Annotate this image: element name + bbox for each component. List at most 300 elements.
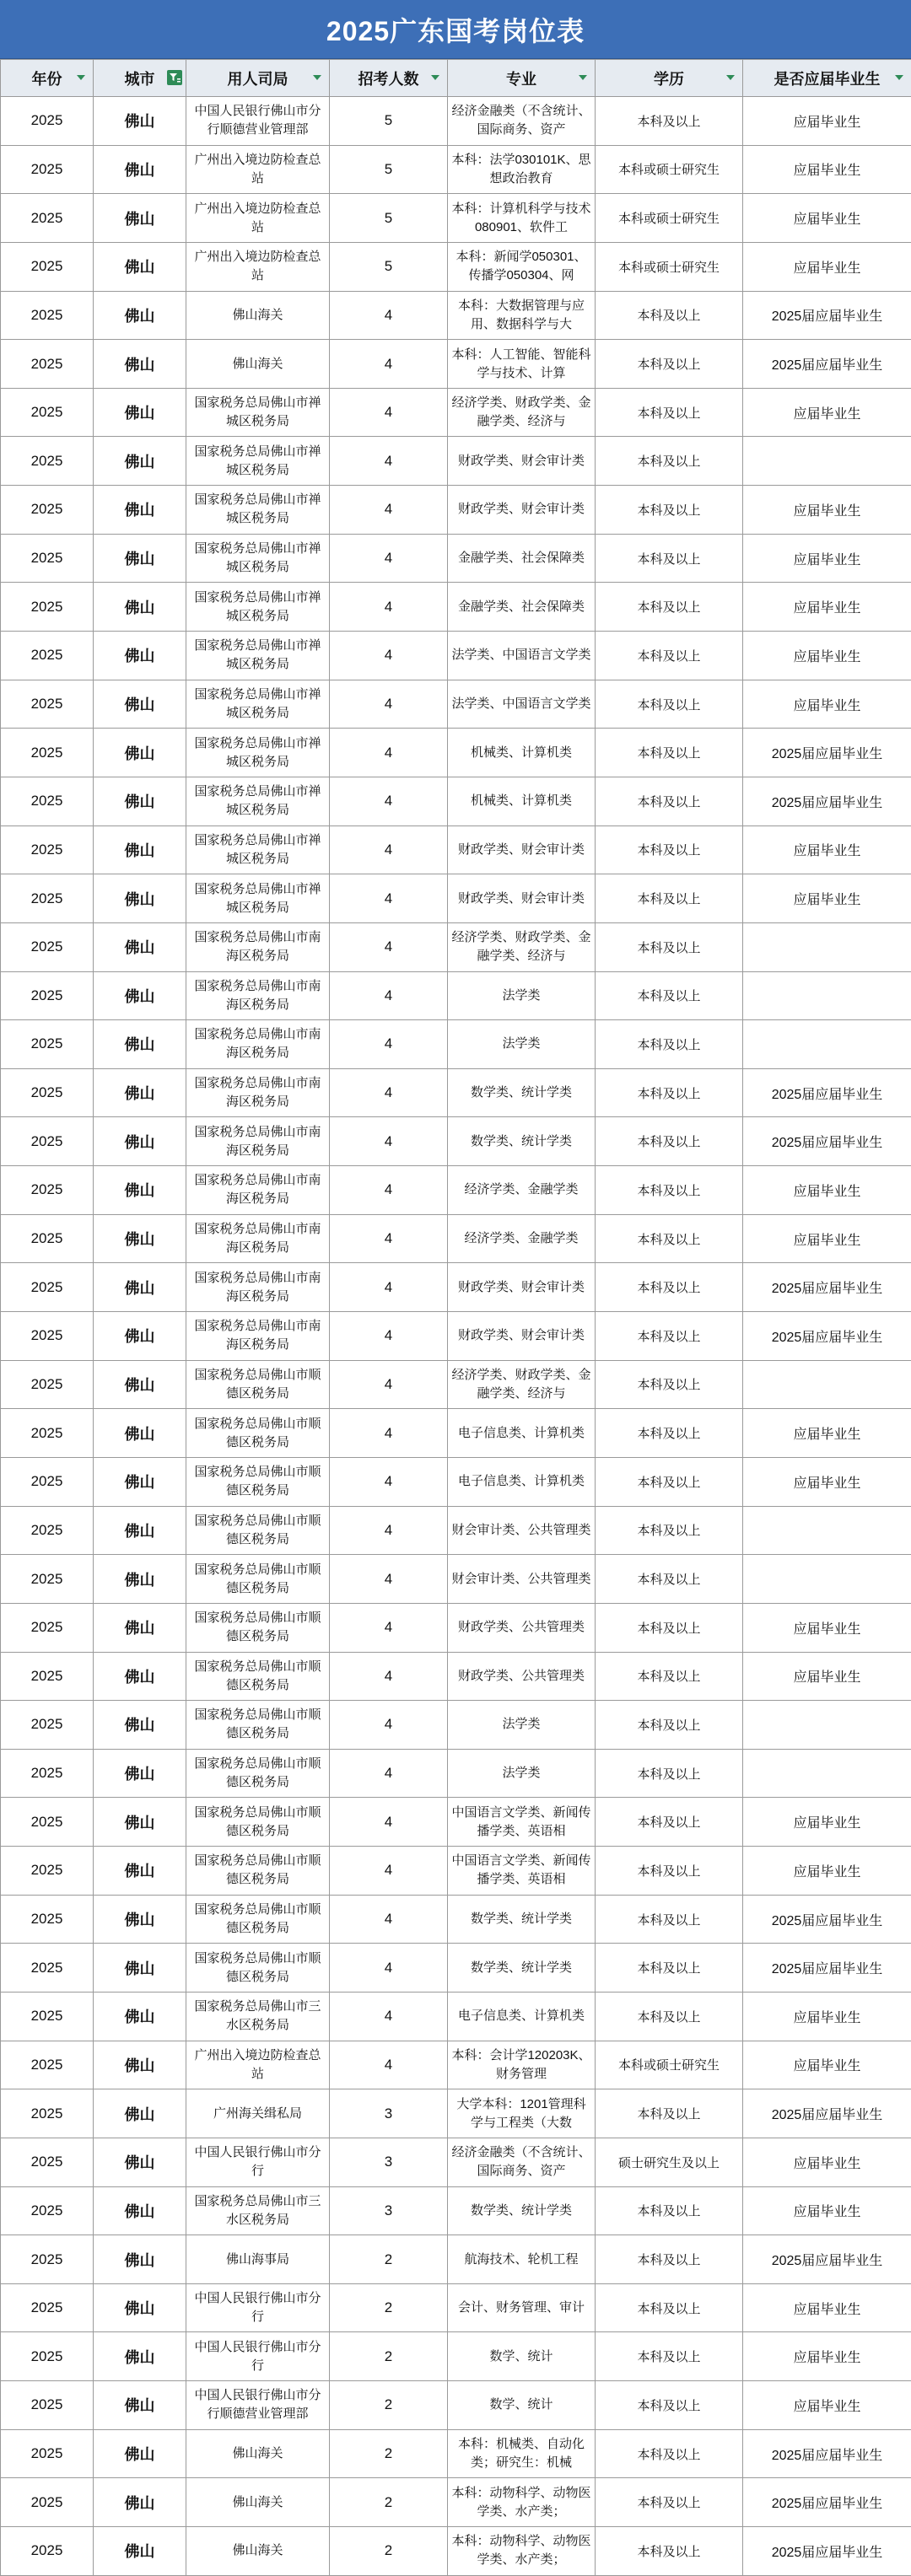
cell-fresh-graduate[interactable] (743, 437, 911, 486)
cell-year[interactable]: 2025 (1, 729, 94, 777)
cell-major[interactable] (448, 1214, 596, 1263)
cell-major[interactable] (448, 1847, 596, 1896)
cell-year[interactable]: 2025 (1, 2041, 94, 2089)
cell-city[interactable]: 佛山 (94, 437, 186, 486)
cell-department[interactable] (186, 242, 330, 291)
cell-department[interactable] (186, 2527, 330, 2576)
cell-education[interactable]: 本科及以上 (596, 486, 743, 535)
cell-year[interactable]: 2025 (1, 632, 94, 680)
cell-major[interactable] (448, 632, 596, 680)
cell-year[interactable]: 2025 (1, 826, 94, 874)
cell-major[interactable] (448, 486, 596, 535)
cell-city[interactable]: 佛山 (94, 1847, 186, 1896)
cell-recruit-count[interactable]: 2 (330, 2527, 448, 2576)
cell-education[interactable]: 本科及以上 (596, 2332, 743, 2381)
cell-major[interactable] (448, 145, 596, 194)
cell-fresh-graduate[interactable]: 应届毕业生 (743, 145, 911, 194)
cell-education[interactable]: 本科及以上 (596, 1117, 743, 1166)
cell-year[interactable]: 2025 (1, 1166, 94, 1215)
cell-city[interactable]: 佛山 (94, 1506, 186, 1555)
cell-recruit-count[interactable]: 4 (330, 922, 448, 971)
cell-department[interactable] (186, 1895, 330, 1944)
cell-department[interactable] (186, 777, 330, 826)
cell-year[interactable]: 2025 (1, 1263, 94, 1312)
cell-city[interactable]: 佛山 (94, 2089, 186, 2138)
cell-city[interactable]: 佛山 (94, 1068, 186, 1117)
cell-department[interactable] (186, 340, 330, 389)
cell-fresh-graduate[interactable]: 应届毕业生 (743, 1214, 911, 1263)
cell-recruit-count[interactable]: 4 (330, 340, 448, 389)
cell-fresh-graduate[interactable]: 2025届应届毕业生 (743, 2429, 911, 2478)
cell-education[interactable]: 本科及以上 (596, 1312, 743, 1361)
cell-fresh-graduate[interactable]: 应届毕业生 (743, 1652, 911, 1701)
cell-department[interactable] (186, 1409, 330, 1458)
cell-recruit-count[interactable]: 4 (330, 1457, 448, 1506)
cell-major[interactable] (448, 1360, 596, 1409)
cell-education[interactable]: 本科及以上 (596, 1603, 743, 1652)
cell-city[interactable]: 佛山 (94, 680, 186, 729)
cell-education[interactable]: 本科及以上 (596, 2527, 743, 2576)
cell-city[interactable]: 佛山 (94, 1603, 186, 1652)
cell-city[interactable]: 佛山 (94, 2332, 186, 2381)
cell-department[interactable] (186, 1506, 330, 1555)
cell-fresh-graduate[interactable]: 2025届应届毕业生 (743, 2527, 911, 2576)
cell-fresh-graduate[interactable]: 应届毕业生 (743, 632, 911, 680)
cell-year[interactable]: 2025 (1, 1798, 94, 1847)
header-education[interactable] (596, 60, 743, 97)
cell-recruit-count[interactable]: 4 (330, 1117, 448, 1166)
cell-education[interactable]: 本科及以上 (596, 632, 743, 680)
cell-department[interactable] (186, 1360, 330, 1409)
cell-department[interactable] (186, 1992, 330, 2041)
cell-fresh-graduate[interactable] (743, 1555, 911, 1604)
cell-year[interactable]: 2025 (1, 1895, 94, 1944)
cell-recruit-count[interactable]: 4 (330, 1214, 448, 1263)
cell-major[interactable] (448, 2283, 596, 2332)
cell-major[interactable] (448, 1117, 596, 1166)
filter-dropdown-icon[interactable] (74, 71, 88, 84)
cell-education[interactable]: 本科或硕士研究生 (596, 242, 743, 291)
cell-fresh-graduate[interactable]: 应届毕业生 (743, 1603, 911, 1652)
cell-major[interactable] (448, 1992, 596, 2041)
cell-department[interactable] (186, 680, 330, 729)
cell-major[interactable] (448, 1020, 596, 1069)
cell-fresh-graduate[interactable] (743, 1020, 911, 1069)
cell-education[interactable]: 本科及以上 (596, 2186, 743, 2235)
cell-city[interactable]: 佛山 (94, 1166, 186, 1215)
cell-recruit-count[interactable]: 4 (330, 388, 448, 437)
cell-recruit-count[interactable]: 5 (330, 242, 448, 291)
cell-recruit-count[interactable]: 5 (330, 194, 448, 243)
cell-major[interactable] (448, 1166, 596, 1215)
cell-fresh-graduate[interactable]: 应届毕业生 (743, 534, 911, 583)
cell-recruit-count[interactable]: 3 (330, 2138, 448, 2186)
cell-major[interactable] (448, 1506, 596, 1555)
cell-fresh-graduate[interactable]: 应届毕业生 (743, 826, 911, 874)
cell-education[interactable]: 本科及以上 (596, 2478, 743, 2527)
cell-department[interactable] (186, 1166, 330, 1215)
cell-year[interactable]: 2025 (1, 2089, 94, 2138)
cell-city[interactable]: 佛山 (94, 1360, 186, 1409)
header-city[interactable] (94, 60, 186, 97)
cell-year[interactable]: 2025 (1, 777, 94, 826)
cell-recruit-count[interactable]: 4 (330, 1555, 448, 1604)
cell-fresh-graduate[interactable]: 应届毕业生 (743, 1798, 911, 1847)
cell-department[interactable] (186, 1020, 330, 1069)
cell-city[interactable]: 佛山 (94, 826, 186, 874)
cell-department[interactable] (186, 729, 330, 777)
cell-city[interactable]: 佛山 (94, 2235, 186, 2284)
cell-major[interactable] (448, 2381, 596, 2430)
cell-city[interactable]: 佛山 (94, 97, 186, 146)
cell-year[interactable]: 2025 (1, 2381, 94, 2430)
cell-department[interactable] (186, 2089, 330, 2138)
cell-department[interactable] (186, 388, 330, 437)
cell-city[interactable]: 佛山 (94, 1117, 186, 1166)
cell-year[interactable]: 2025 (1, 1214, 94, 1263)
cell-major[interactable] (448, 242, 596, 291)
cell-year[interactable]: 2025 (1, 680, 94, 729)
cell-major[interactable] (448, 194, 596, 243)
cell-education[interactable]: 本科及以上 (596, 1214, 743, 1263)
cell-fresh-graduate[interactable]: 2025届应届毕业生 (743, 2089, 911, 2138)
cell-major[interactable] (448, 388, 596, 437)
cell-major[interactable] (448, 1603, 596, 1652)
cell-fresh-graduate[interactable]: 应届毕业生 (743, 2381, 911, 2430)
cell-year[interactable]: 2025 (1, 1409, 94, 1458)
cell-fresh-graduate[interactable]: 应届毕业生 (743, 2186, 911, 2235)
cell-city[interactable]: 佛山 (94, 874, 186, 923)
cell-year[interactable]: 2025 (1, 534, 94, 583)
cell-city[interactable]: 佛山 (94, 1263, 186, 1312)
cell-recruit-count[interactable]: 4 (330, 1020, 448, 1069)
cell-fresh-graduate[interactable]: 2025届应届毕业生 (743, 291, 911, 340)
cell-city[interactable]: 佛山 (94, 2186, 186, 2235)
cell-city[interactable]: 佛山 (94, 291, 186, 340)
cell-education[interactable]: 本科及以上 (596, 340, 743, 389)
cell-department[interactable] (186, 1117, 330, 1166)
cell-major[interactable] (448, 97, 596, 146)
cell-fresh-graduate[interactable]: 2025届应届毕业生 (743, 1068, 911, 1117)
filter-dropdown-icon[interactable] (429, 71, 442, 84)
cell-education[interactable]: 本科及以上 (596, 1701, 743, 1750)
cell-fresh-graduate[interactable]: 应届毕业生 (743, 1847, 911, 1896)
cell-city[interactable]: 佛山 (94, 1749, 186, 1798)
cell-department[interactable] (186, 1603, 330, 1652)
cell-education[interactable]: 本科及以上 (596, 1992, 743, 2041)
cell-fresh-graduate[interactable]: 2025届应届毕业生 (743, 1895, 911, 1944)
cell-city[interactable]: 佛山 (94, 194, 186, 243)
cell-education[interactable]: 本科及以上 (596, 97, 743, 146)
cell-department[interactable] (186, 971, 330, 1020)
cell-year[interactable]: 2025 (1, 2478, 94, 2527)
cell-department[interactable] (186, 2429, 330, 2478)
cell-education[interactable]: 本科及以上 (596, 2429, 743, 2478)
cell-city[interactable]: 佛山 (94, 2429, 186, 2478)
cell-recruit-count[interactable]: 2 (330, 2429, 448, 2478)
cell-fresh-graduate[interactable]: 应届毕业生 (743, 486, 911, 535)
cell-year[interactable]: 2025 (1, 145, 94, 194)
cell-department[interactable] (186, 874, 330, 923)
cell-department[interactable] (186, 194, 330, 243)
cell-city[interactable]: 佛山 (94, 2041, 186, 2089)
cell-fresh-graduate[interactable]: 应届毕业生 (743, 2041, 911, 2089)
cell-city[interactable]: 佛山 (94, 632, 186, 680)
cell-education[interactable]: 本科及以上 (596, 826, 743, 874)
cell-department[interactable] (186, 2041, 330, 2089)
cell-recruit-count[interactable]: 3 (330, 2186, 448, 2235)
cell-year[interactable]: 2025 (1, 1360, 94, 1409)
cell-recruit-count[interactable]: 4 (330, 777, 448, 826)
cell-fresh-graduate[interactable] (743, 1360, 911, 1409)
cell-department[interactable] (186, 2235, 330, 2284)
header-major[interactable] (448, 60, 596, 97)
cell-major[interactable] (448, 1555, 596, 1604)
cell-education[interactable]: 本科及以上 (596, 1166, 743, 1215)
cell-recruit-count[interactable]: 4 (330, 1312, 448, 1361)
cell-major[interactable] (448, 922, 596, 971)
cell-year[interactable]: 2025 (1, 1117, 94, 1166)
cell-department[interactable] (186, 1312, 330, 1361)
cell-major[interactable] (448, 1895, 596, 1944)
cell-year[interactable]: 2025 (1, 291, 94, 340)
cell-department[interactable] (186, 1652, 330, 1701)
cell-education[interactable]: 本科及以上 (596, 971, 743, 1020)
cell-fresh-graduate[interactable]: 2025届应届毕业生 (743, 1263, 911, 1312)
cell-city[interactable]: 佛山 (94, 2478, 186, 2527)
cell-major[interactable] (448, 534, 596, 583)
cell-major[interactable] (448, 437, 596, 486)
cell-year[interactable]: 2025 (1, 1701, 94, 1750)
cell-recruit-count[interactable]: 4 (330, 1409, 448, 1458)
cell-education[interactable]: 本科及以上 (596, 874, 743, 923)
header-department[interactable] (186, 60, 330, 97)
cell-recruit-count[interactable]: 4 (330, 874, 448, 923)
cell-recruit-count[interactable]: 4 (330, 971, 448, 1020)
cell-year[interactable]: 2025 (1, 1847, 94, 1896)
cell-education[interactable]: 本科及以上 (596, 291, 743, 340)
cell-city[interactable]: 佛山 (94, 1701, 186, 1750)
cell-recruit-count[interactable]: 3 (330, 2089, 448, 2138)
cell-year[interactable]: 2025 (1, 194, 94, 243)
cell-fresh-graduate[interactable]: 应届毕业生 (743, 2283, 911, 2332)
cell-year[interactable]: 2025 (1, 97, 94, 146)
cell-recruit-count[interactable]: 4 (330, 826, 448, 874)
cell-year[interactable]: 2025 (1, 1652, 94, 1701)
cell-education[interactable]: 本科及以上 (596, 1944, 743, 1993)
cell-year[interactable]: 2025 (1, 1603, 94, 1652)
cell-city[interactable]: 佛山 (94, 388, 186, 437)
cell-fresh-graduate[interactable]: 应届毕业生 (743, 194, 911, 243)
cell-recruit-count[interactable]: 5 (330, 145, 448, 194)
cell-year[interactable]: 2025 (1, 486, 94, 535)
cell-education[interactable]: 本科及以上 (596, 680, 743, 729)
cell-major[interactable] (448, 1798, 596, 1847)
cell-education[interactable]: 本科及以上 (596, 922, 743, 971)
filter-dropdown-icon[interactable] (724, 71, 737, 84)
cell-fresh-graduate[interactable]: 应届毕业生 (743, 1166, 911, 1215)
cell-city[interactable]: 佛山 (94, 2381, 186, 2430)
cell-fresh-graduate[interactable]: 应届毕业生 (743, 388, 911, 437)
cell-recruit-count[interactable]: 4 (330, 437, 448, 486)
header-recruit-count[interactable] (330, 60, 448, 97)
cell-recruit-count[interactable]: 4 (330, 534, 448, 583)
cell-year[interactable]: 2025 (1, 2138, 94, 2186)
cell-recruit-count[interactable]: 4 (330, 1992, 448, 2041)
cell-education[interactable]: 本科及以上 (596, 1409, 743, 1458)
cell-fresh-graduate[interactable]: 应届毕业生 (743, 874, 911, 923)
cell-education[interactable]: 本科及以上 (596, 729, 743, 777)
cell-major[interactable] (448, 729, 596, 777)
cell-education[interactable]: 本科及以上 (596, 388, 743, 437)
cell-year[interactable]: 2025 (1, 1068, 94, 1117)
cell-fresh-graduate[interactable] (743, 1749, 911, 1798)
cell-fresh-graduate[interactable]: 应届毕业生 (743, 2332, 911, 2381)
cell-year[interactable]: 2025 (1, 340, 94, 389)
cell-department[interactable] (186, 2478, 330, 2527)
cell-department[interactable] (186, 1068, 330, 1117)
cell-major[interactable] (448, 1409, 596, 1458)
cell-city[interactable]: 佛山 (94, 1409, 186, 1458)
cell-education[interactable]: 本科或硕士研究生 (596, 2041, 743, 2089)
cell-department[interactable] (186, 1214, 330, 1263)
cell-year[interactable]: 2025 (1, 1555, 94, 1604)
cell-recruit-count[interactable]: 2 (330, 2235, 448, 2284)
cell-education[interactable]: 本科及以上 (596, 1749, 743, 1798)
cell-department[interactable] (186, 583, 330, 632)
cell-recruit-count[interactable]: 4 (330, 680, 448, 729)
cell-city[interactable]: 佛山 (94, 2283, 186, 2332)
cell-recruit-count[interactable]: 4 (330, 486, 448, 535)
cell-department[interactable] (186, 2186, 330, 2235)
cell-major[interactable] (448, 1944, 596, 1993)
cell-major[interactable] (448, 971, 596, 1020)
cell-recruit-count[interactable]: 4 (330, 1701, 448, 1750)
cell-recruit-count[interactable]: 4 (330, 291, 448, 340)
cell-city[interactable]: 佛山 (94, 2527, 186, 2576)
cell-city[interactable]: 佛山 (94, 2138, 186, 2186)
cell-year[interactable]: 2025 (1, 1992, 94, 2041)
cell-education[interactable]: 本科及以上 (596, 777, 743, 826)
cell-education[interactable]: 本科及以上 (596, 1263, 743, 1312)
cell-fresh-graduate[interactable]: 2025届应届毕业生 (743, 2235, 911, 2284)
cell-major[interactable] (448, 2332, 596, 2381)
cell-fresh-graduate[interactable]: 应届毕业生 (743, 1409, 911, 1458)
cell-year[interactable]: 2025 (1, 922, 94, 971)
cell-department[interactable] (186, 2332, 330, 2381)
cell-education[interactable]: 本科或硕士研究生 (596, 194, 743, 243)
cell-fresh-graduate[interactable] (743, 971, 911, 1020)
cell-city[interactable]: 佛山 (94, 1020, 186, 1069)
cell-year[interactable]: 2025 (1, 1312, 94, 1361)
cell-fresh-graduate[interactable]: 2025届应届毕业生 (743, 1944, 911, 1993)
cell-year[interactable]: 2025 (1, 1506, 94, 1555)
cell-fresh-graduate[interactable]: 应届毕业生 (743, 1992, 911, 2041)
cell-year[interactable]: 2025 (1, 2332, 94, 2381)
cell-education[interactable]: 本科及以上 (596, 1020, 743, 1069)
cell-city[interactable]: 佛山 (94, 1944, 186, 1993)
cell-city[interactable]: 佛山 (94, 486, 186, 535)
cell-fresh-graduate[interactable]: 应届毕业生 (743, 1457, 911, 1506)
cell-fresh-graduate[interactable] (743, 1701, 911, 1750)
cell-education[interactable]: 本科及以上 (596, 2089, 743, 2138)
cell-fresh-graduate[interactable]: 2025届应届毕业生 (743, 1312, 911, 1361)
cell-education[interactable]: 本科及以上 (596, 437, 743, 486)
cell-year[interactable]: 2025 (1, 1020, 94, 1069)
cell-recruit-count[interactable]: 4 (330, 1603, 448, 1652)
cell-department[interactable] (186, 2283, 330, 2332)
cell-major[interactable] (448, 1652, 596, 1701)
cell-year[interactable]: 2025 (1, 583, 94, 632)
cell-city[interactable]: 佛山 (94, 971, 186, 1020)
cell-education[interactable]: 硕士研究生及以上 (596, 2138, 743, 2186)
cell-fresh-graduate[interactable] (743, 922, 911, 971)
cell-major[interactable] (448, 2089, 596, 2138)
cell-fresh-graduate[interactable]: 2025届应届毕业生 (743, 340, 911, 389)
cell-fresh-graduate[interactable]: 2025届应届毕业生 (743, 1117, 911, 1166)
cell-major[interactable] (448, 2235, 596, 2284)
filter-dropdown-icon[interactable] (576, 71, 590, 84)
cell-education[interactable]: 本科及以上 (596, 2283, 743, 2332)
cell-education[interactable]: 本科及以上 (596, 1798, 743, 1847)
cell-major[interactable] (448, 1068, 596, 1117)
cell-major[interactable] (448, 583, 596, 632)
cell-city[interactable]: 佛山 (94, 1652, 186, 1701)
cell-city[interactable]: 佛山 (94, 1214, 186, 1263)
cell-education[interactable]: 本科及以上 (596, 583, 743, 632)
cell-education[interactable]: 本科及以上 (596, 1360, 743, 1409)
cell-year[interactable]: 2025 (1, 1749, 94, 1798)
filter-dropdown-icon[interactable] (892, 71, 906, 84)
cell-year[interactable]: 2025 (1, 1457, 94, 1506)
cell-recruit-count[interactable]: 5 (330, 97, 448, 146)
cell-city[interactable]: 佛山 (94, 922, 186, 971)
cell-department[interactable] (186, 1701, 330, 1750)
cell-major[interactable] (448, 777, 596, 826)
cell-education[interactable]: 本科及以上 (596, 1847, 743, 1896)
cell-recruit-count[interactable]: 4 (330, 1749, 448, 1798)
cell-major[interactable] (448, 2429, 596, 2478)
cell-department[interactable] (186, 1798, 330, 1847)
cell-recruit-count[interactable]: 4 (330, 1166, 448, 1215)
cell-department[interactable] (186, 2138, 330, 2186)
cell-education[interactable]: 本科及以上 (596, 2381, 743, 2430)
cell-major[interactable] (448, 2186, 596, 2235)
cell-department[interactable] (186, 1457, 330, 1506)
cell-city[interactable]: 佛山 (94, 242, 186, 291)
cell-education[interactable]: 本科及以上 (596, 534, 743, 583)
cell-city[interactable]: 佛山 (94, 1798, 186, 1847)
filter-dropdown-icon[interactable] (310, 71, 324, 84)
cell-fresh-graduate[interactable]: 2025届应届毕业生 (743, 729, 911, 777)
cell-department[interactable] (186, 2381, 330, 2430)
cell-education[interactable]: 本科及以上 (596, 1068, 743, 1117)
cell-department[interactable] (186, 1263, 330, 1312)
cell-recruit-count[interactable]: 4 (330, 1944, 448, 1993)
cell-recruit-count[interactable]: 4 (330, 1360, 448, 1409)
cell-year[interactable]: 2025 (1, 874, 94, 923)
cell-city[interactable]: 佛山 (94, 583, 186, 632)
cell-major[interactable] (448, 1749, 596, 1798)
cell-year[interactable]: 2025 (1, 2283, 94, 2332)
cell-major[interactable] (448, 291, 596, 340)
cell-department[interactable] (186, 1847, 330, 1896)
header-year[interactable] (1, 60, 94, 97)
cell-department[interactable] (186, 922, 330, 971)
cell-recruit-count[interactable]: 4 (330, 583, 448, 632)
cell-department[interactable] (186, 826, 330, 874)
cell-city[interactable]: 佛山 (94, 145, 186, 194)
